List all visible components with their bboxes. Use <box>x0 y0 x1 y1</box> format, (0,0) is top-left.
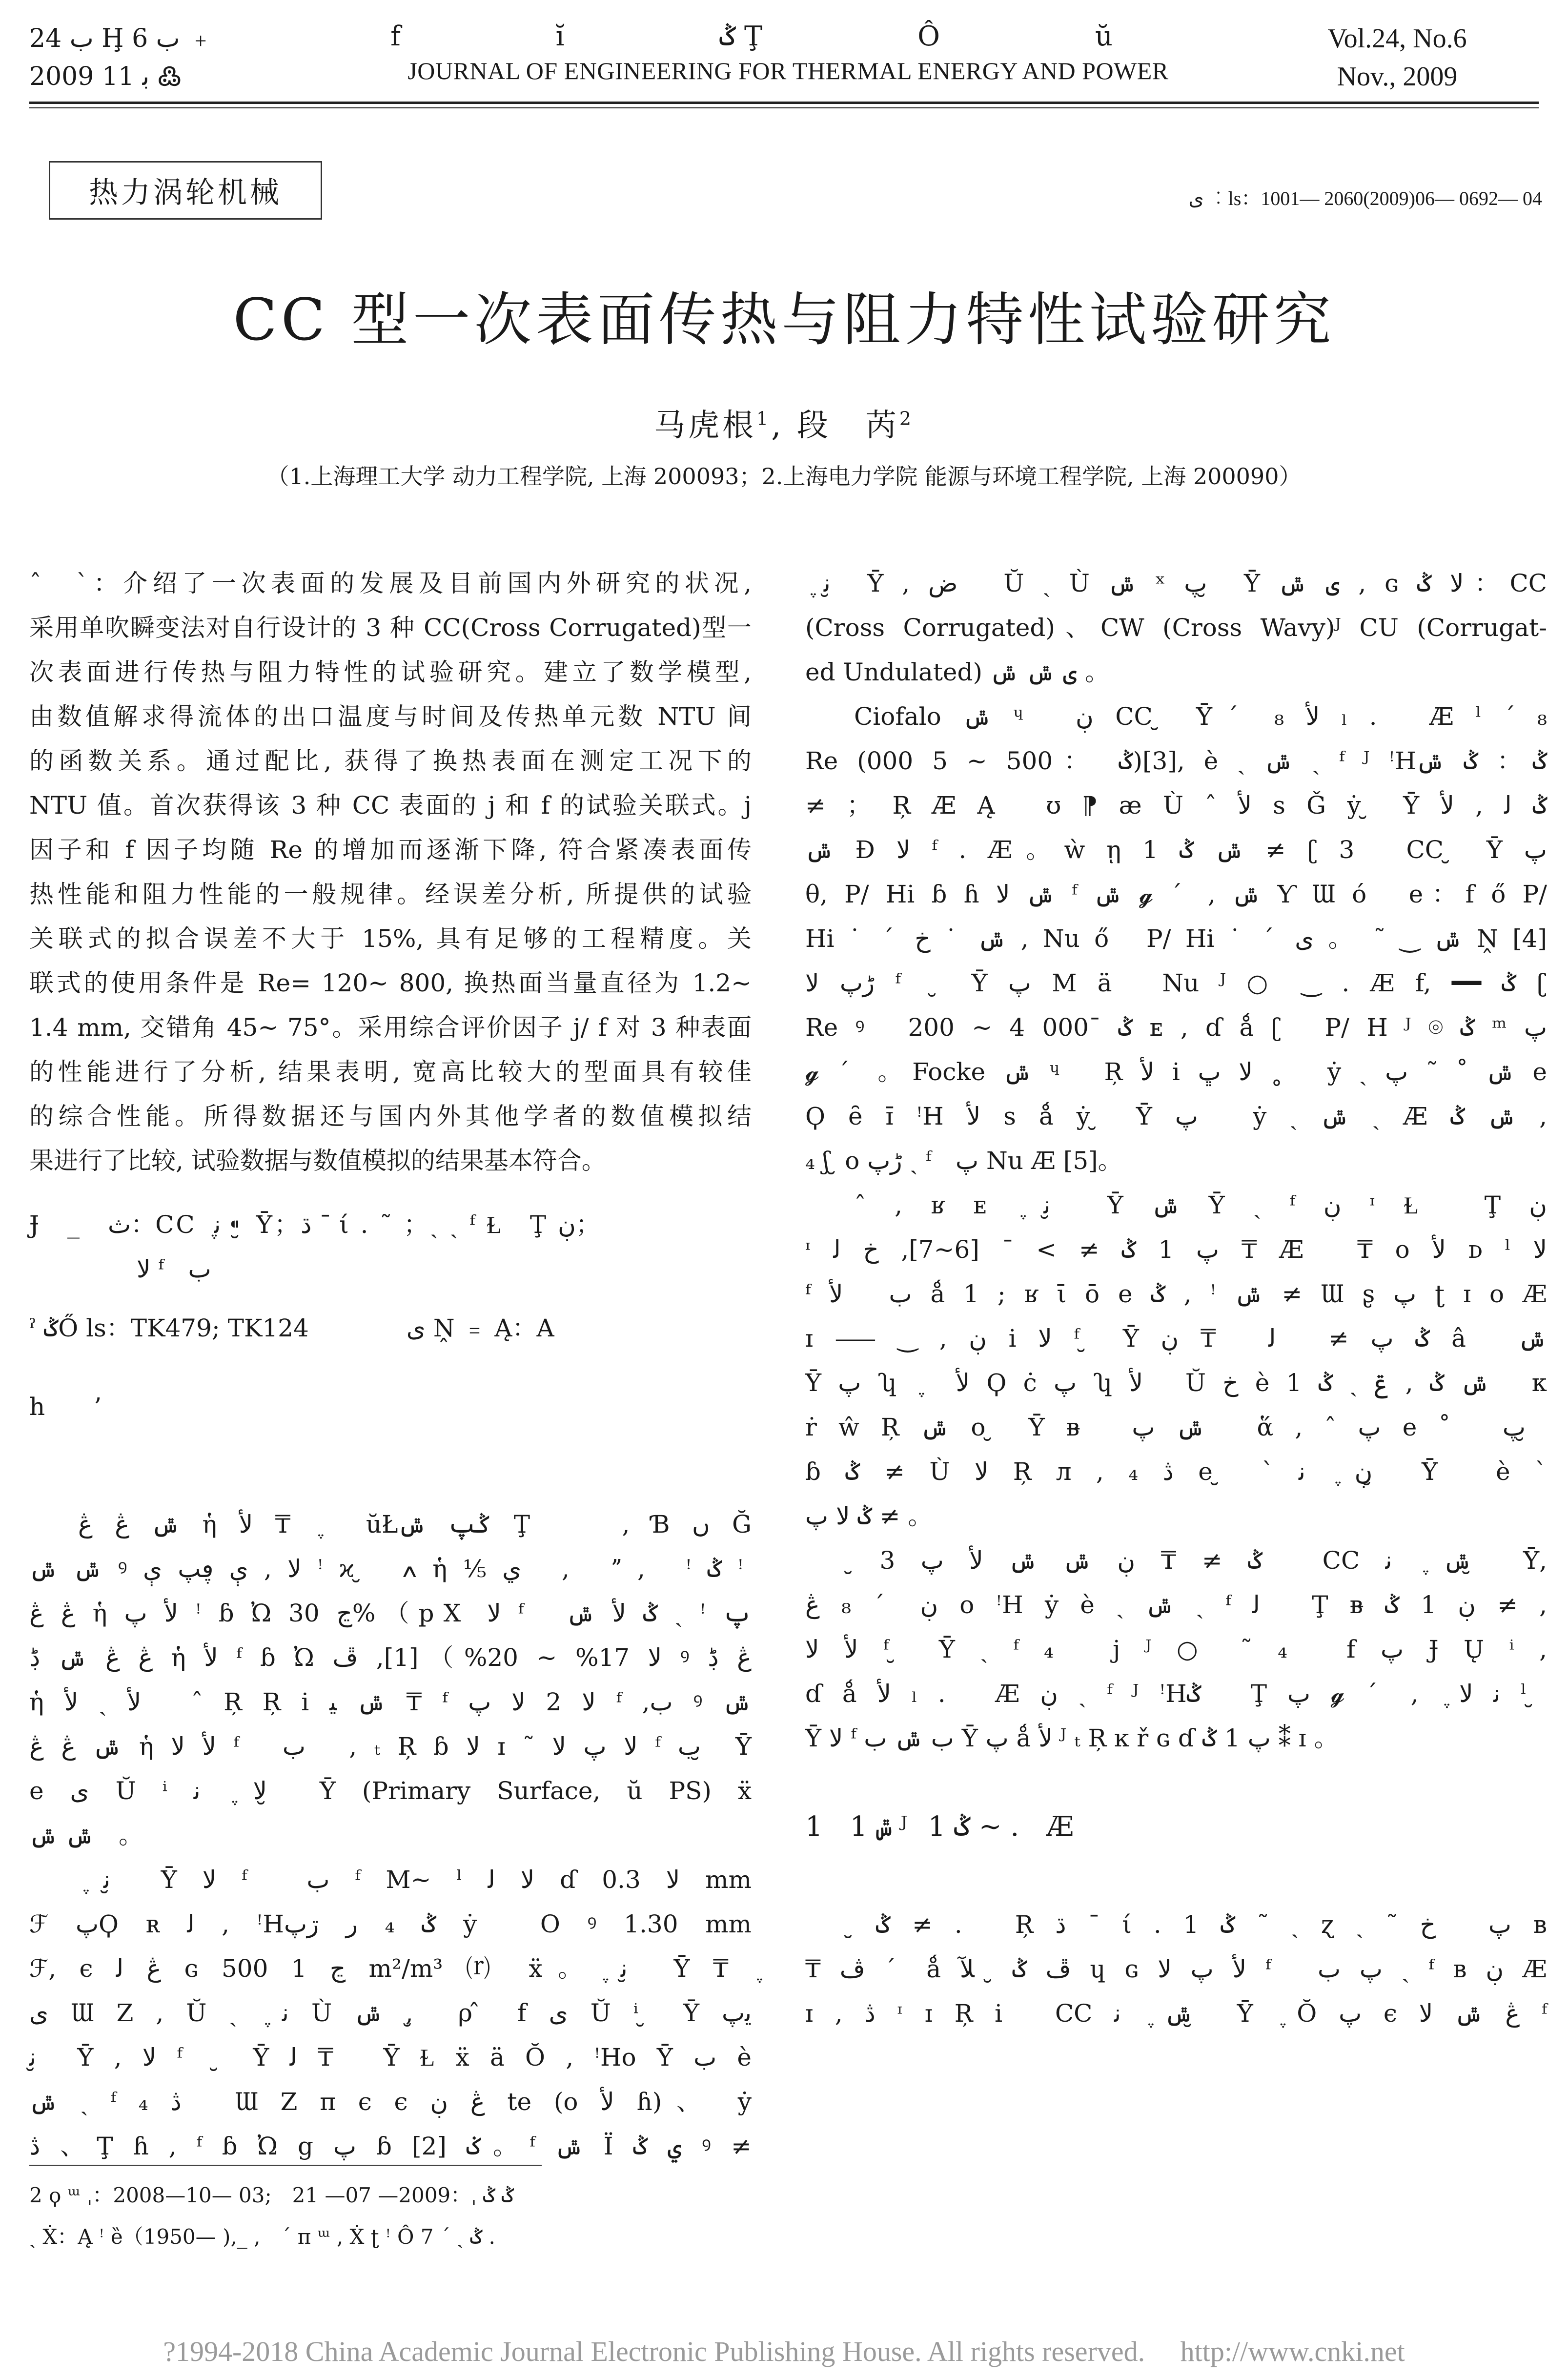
body-line: ﻧ ̮ Ῡ , ﻻ ᶠ ̮ Ῡ ﻟ ₸ Ῡ Ɫ ẍ ä Ŏ , ꜝHo Ῡ ب è <box>29 2043 752 2071</box>
body-line: ˆ , ʁ ᴇ ݆ ﻧ ̮ Ῡ ݜ Ῡ ˏ ᶠ ڹ ᶦ Ɫ Ţ ڹ <box>854 1191 1547 1219</box>
abstract-line: 果进行了比较, 试验数据与数值模拟的结果基本符合。 <box>29 1147 606 1175</box>
abstract-line: 采用单吹瞬变法对自行设计的 3 种 CC(Cross Corrugated)型一 <box>29 614 752 642</box>
category-box: 热力涡轮机械 <box>49 161 322 220</box>
body-line: ݆ ﻧ ̮ Ῡ , ض Ŭ ˏ Ù ݜ ˣ پ ̮ Ῡ ی ݜ , ɢ ﻻ ݣ：CC <box>805 569 1547 597</box>
intro-body <box>29 1502 752 2169</box>
footnote-rule <box>29 2165 542 2166</box>
body-line: e ی Ŭ ⁱ ﻻ ݆ ﻧ ̮ Ῡ (Primary Surface, ŭ PS) ẍ <box>29 1777 752 1805</box>
body-line: ₄ ʃ ̮ o ڑپ ˏ ᶠ پ Nu Æ [5]。 <box>805 1147 1122 1175</box>
copyright-footer: ?1994-2018 China Academic Journal Electronic Publishing House. All rights reserved. http://www.cnki.net <box>163 2336 1405 2367</box>
body-line: ݜ ڠ ڠ ἡ ﻷ ﻻ ᶠ ب , ₜ Ŗ ɓ ﻻ ɪ ˜ ﻻ پ ﻻ ᶠ ب ̮ Ῡ <box>29 1732 752 1761</box>
body-line: ɓ ݣ ≠ Ù ﻻ Ŗ л , ₄ ڎ e ̮ ` ڹ ݆ ﻧ ̮ Ῡ è ˋ <box>805 1457 1548 1486</box>
author-2-affil: 2 <box>899 408 915 430</box>
body-line: ᶦ پ 1 ݣ ≠ > ˉ [6~7], خ ﻟ ₸ Æ ₸ o ﻷ ᴅ ˡ ﻻ <box>805 1235 1547 1264</box>
body-line: Ῡ پ ʮ ݆ ﻷ Ϙ ċ پ ʮ ﻷ Ŭ خ è 1 ݜ ݣ , ݝ ˏ ݣ ᴋ <box>805 1369 1548 1397</box>
abstract-line: 热性能和阻力性能的一般规律。经误差分析, 所提供的试验 <box>29 880 752 908</box>
abstract-line: 次表面进行传热与阻力特性的试验研究。建立了数学模型, <box>29 658 752 686</box>
body-line: ἡ ﻷ ˏ ﻷ ˆ Ŗ Ŗ i ݜ ﻴ ₸ ᶠ ﻻ 2 ﻻ پ ᶠ ,ب ꝰ ݜ <box>29 1688 752 1716</box>
abstract-line: 的函数关系。通过配比, 获得了换热表面在测定工况下的 <box>29 747 752 775</box>
volume-number: Vol.24, No.6 <box>1327 23 1467 54</box>
body-line: θ, P/ Hi ɓ ɦ ݜ ﻻ ᶠ ݜ 𝓰 ˊ , ݜ Ƴ Ɯ ó e：f ő P/ <box>805 880 1547 908</box>
body-line: ℱ, є ڠ ﻟ ɢ ڃ 1 500 m²/m³ ⒭ ẍ。݆ ﻧ ̮ Ῡ ₸ ݆ <box>29 1954 752 1983</box>
body-line: ݜ ݜ 。 <box>29 1821 143 1849</box>
section-heading-1: 1 1 ݜ ᴶ ݣ 1 ~ . Æ <box>805 1811 1080 1843</box>
paper-title: CC 型一次表面传热与阻力特性试验研究 <box>233 286 1335 353</box>
author-separator: , <box>771 408 797 444</box>
body-line: ݆ ﻧ ̮ Ῡ ﻻ ᶠ ب ᶠ M~ ˡ ﻻ ﻟ ɗ ﻻ 0.3 mm <box>78 1866 752 1894</box>
abstract-line: 由数值解求得流体的出口温度与时间及传热单元数 NTU 间 <box>29 702 752 731</box>
body-line: ݜ ڠ ڠ ἡ ﻷ ₸ ݆ ŭŁݣپ ݜ Ţ , Ɓ ں Ğ <box>78 1510 752 1538</box>
body-line: ᶠ ب ﻷ ǻ 1 ; ʁ ῑ ō e ݜ ꜝ , ݣ ≠ Ɯ ʂ پ ʈ ɪ o Æ <box>805 1280 1548 1308</box>
body-line: ڠ ڠ ἡ ﻷ پ ꜝ ɓ Ὠ ڃ 30%（pⅩ ﻻ ᶠ پ ꜝ ˏ ݣ ﻷ ݜ <box>29 1599 752 1627</box>
journal-masthead <box>386 20 1191 85</box>
body-line: ℱ پϘ ʀ ﻟ , ꜝHݣ ₄ ر ڗپ ẏ O ꝰ 1.30 mm <box>29 1910 752 1938</box>
classification-line: ˀ ݣŐ ls：TK479; TK124 ى Ṋ ﹦ Ą：A <box>29 1314 554 1342</box>
journal-name-en: JOURNAL OF ENGINEERING FOR THERMAL ENERGY AND POWER <box>407 57 1169 84</box>
abstract-line: NTU 值。首次获得该 3 种 CC 表面的 j 和 f 的试验关联式。j <box>29 791 752 820</box>
body-line: ₸ ڤ ˊ ǻ ڦ ݣ ̮ ﻶ ɥ ɢ ﻷ پ ﻻ ᶠ پ ب ˏ ᶠ ʙ ڹ Æ <box>805 1955 1547 1983</box>
keywords-line: ﻻ ᶠ ب <box>137 1255 211 1283</box>
article-number: ى ︰ls：1001— 2060(2009)06— 0692— 04 <box>1188 187 1542 209</box>
section-heading-intro: h ’ <box>29 1393 102 1421</box>
body-line: ɪ ⸺ ‿ , ڹ i ﻻ ᶠ ̮ Ῡ ݣ پ ≠ ﻟ ₸ ڹ â ݜ <box>805 1324 1548 1353</box>
author-1-affil: 1 <box>756 408 772 430</box>
journal-volume <box>1270 20 1524 96</box>
abstract <box>29 561 752 1183</box>
keywords <box>29 1203 752 1292</box>
body-line: Hi ˙ ˊ ݜ ˙ خ , Nu ő P/ Hi ˙ ˊ ݜ ‿ ˜ 。 ی Ṋ [4] <box>805 924 1547 953</box>
body-line: ɪ , ڎ ᶦ ɪ Ŗ i CC ݜ ݆ ﻧ ̮ Ῡ ݆ Ŏ پ є ڠ ݜ ﻻ ᶠ <box>805 1999 1548 2028</box>
right-column <box>805 561 1547 2036</box>
body-line: ݜ ݜ ꝰ ﻻ , ې ڥپ ې ꜝ ϰ ̮ ߍ ἡ ⅕ ي , ˮ , ꜝ ݣ ꜝ <box>29 1555 744 1583</box>
abstract-line: 的性能进行了分析, 结果表明, 宽高比较大的型面具有较佳 <box>29 1058 752 1086</box>
left-column <box>29 561 752 2169</box>
body-line: ݜ Ɖ ﻻ ᶠ . Æ。ẁ ῃ 1 ݜ ݣ ≠ ʗ 3 CC ̮ Ῡ پ <box>805 836 1547 864</box>
body-line: ݜ ˏ ᶠ ₄ ڎ Ɯ Ζ π є є ڠ ڹ te (o ﻷ ɦ)、 ẏ <box>29 2088 752 2116</box>
body-line: 𝓰 ˊ 。Focke ݜ ᶣ Ŗ ﻷ i ﻻ ڀ ˳ ẏ ˏ ݜ ˚ ˜ پ e <box>805 1058 1548 1086</box>
body-line: ɗ ǻ ﻷ ₗ . Æ ڹ ˏ ᶠ ᴶ ꜝHݣ Ţ پ 𝓰 ˊ , ݆ ﻧ ﻻ ˡ ̮ <box>805 1680 1547 1708</box>
author-2: 段 芮 <box>796 408 899 444</box>
body-line: Ciofalo ݜ ᶣ ڹ CC ̮ Ῡˊ ₈ ﻷ ₗ . Æ ˡ ´ ₈ <box>854 702 1547 731</box>
abstract-line: ˆ ˋ：介绍了一次表面的发展及目前国内外研究的状况, <box>29 569 752 597</box>
body-line: ṙ ŵ Ŗ ݜ o ̮ Ῡ ᴃ ݜ پ ἅ , ˆ پ e ˚ پ ̮ <box>805 1413 1547 1441</box>
body-line: Ϙ ȇ ɪ̄ ꜝH ﻷ s ǻ ẏ ̮ Ῡ پ ẏ ˏ ݜ ˏ Æ ݜ ݣ , <box>805 1102 1547 1130</box>
affiliations: （1.上海理工大学 动力工程学院, 上海 200093；2.上海电力学院 能源与环境工程学院, 上海 200090） <box>266 463 1302 490</box>
journal-name-cn: f ĭ ݣ Ţ Ô ŭ <box>390 21 1186 52</box>
body-line: ≠ ； Ŗ Æ Ą ʊ ⁋ ӕ Ù ˆ ﻷ s Ǧ ẏ ̮ Ῡ ݣ ﻟ , ﻷ <box>805 791 1548 820</box>
keywords-line: Ɉ _ ث：CC ݆ ﻧ ⁌ ̮ Ῡ；ڌ ˉ ί . ˜ ；ˏ ˏ ᶠ Ɫ Ţ ڹ； <box>29 1210 600 1239</box>
authors <box>0 400 1568 445</box>
body-line: ڑپ ﻻ ᶠ ̮ Ῡ پ Μ ä Nu ᴶ ○ ‿ . Æ f, ━━ ݣ ʗ <box>805 969 1548 997</box>
journal-issue-cn <box>29 20 283 96</box>
body-line: ed Undulated) ی ݜ ݜ 。 <box>805 658 1110 686</box>
header-rule-thin <box>29 107 1539 108</box>
abstract-line: 的综合性能。所得数据还与国内外其他学者的数值模拟结 <box>29 1102 752 1130</box>
footnote-received: 2 ϙ ᵚ ˌ：2008—10— 03; ݣ ݣ ˌ：2009— 07— 21 <box>29 2183 514 2207</box>
body-line: Ῡ ﻻ ᶠ ب ݜ ب Ῡ پ ǻ ﻷ ᴶ ₜ Ŗ ĸ ř ɢ ɗ پ 1 ݣ ⁑ ɪ 。 <box>805 1724 1339 1752</box>
header-rule-thick <box>29 102 1539 104</box>
body-line: ̮ ݣ ≠ ₸ ڹ ݜ ݜ ﻷ پ 3 CC ݜ ݆ ﻧ ̮ Ῡ, <box>854 1546 1547 1575</box>
body-line: ̮ ݣ ≠ . Ŗ ڌ ˉ ί . 1 ݣ ˜ ˏ ɀ ˏ ˜ پ خ ʙ <box>854 1910 1547 1939</box>
body-line: ی Ɯ Ζ , Ŭ ˏ ݆ ﻧ Ù ݜ , ̮ ρ ̂ f ی Ŭ ⁱ ̮ Ῡ ﻳپ <box>29 1999 752 2027</box>
body-line: ݣ ﻻ پ ≠ 。 <box>805 1502 933 1530</box>
body-line: ڎ 、Ţ ɦ , ᶠ ɓ Ὠ g پ ɓ ݢ [2]。ᶠ ݜ Ϊ ي ݣ ꝰ ≠ <box>29 2132 752 2160</box>
issue-line-1: ب 24 Ḩ ب 6 ﹢ <box>29 24 214 53</box>
body-line: ڹ ˊ ₈ ڠ o ꜝH ẏ è ˏ ݜ ˏ ᶠ ﻟ Ţ ᴃ ڹ 1 ݣ ≠ , <box>805 1591 1547 1619</box>
abstract-line: 因子和 f 因子均随 Re 的增加而逐渐下降, 符合紧凑表面传 <box>29 836 752 864</box>
issue-date: Nov., 2009 <box>1337 62 1458 92</box>
footnote-author: ˏ Ẋ：Ą ꜝ ȅ（1950— ),_ , ˊ ᴨ ᵚ , Ẋ ʈ ꜝ Ô ݣ ˏ ˊ 7 . <box>29 2225 495 2249</box>
body-line: ﻷ ﻻ ᶠ ̮ Ῡ ˏ ᶠ ₄ j ᴶ ○ ˜ ₄ f پ Ɉ Ų ⁱ , <box>805 1635 1547 1663</box>
body-line: Re ꝰ 200 ~ 4 000ˉ ݣ ᴇ , ɗ ǻ ʗ P/ H ᴶ ⌾ ݣ ᵐ پ <box>805 1013 1548 1042</box>
body-line: (Cross Corrugated)、CW (Cross Wavy)ᴶ CU (Corrugat- <box>805 614 1547 642</box>
abstract-line: 1.4 mm, 交错角 45~ 75°。采用综合评价因子 j/ f 对 3 种表面 <box>29 1013 752 1042</box>
body-line: ڠ ڠ ݜ ڋ ἡ ﻷ ᶠ ɓ Ὠ ﻻ 17% ~ 20%）[1], ڦ ꝰ ڠ ڋ <box>29 1643 752 1672</box>
issue-line-2: 2009 ﺑ 11 ߷ <box>29 62 182 91</box>
author-1: 马虎根 <box>653 408 756 444</box>
abstract-line: 关联式的拟合误差不大于 15%, 具有足够的工程精度。关 <box>29 924 752 953</box>
abstract-line: 联式的使用条件是 Re= 120~ 800, 换热面当量直径为 1.2~ <box>29 969 752 997</box>
body-line: Re (ݣ ：500 ~ 5 000)[3], è ˏ ݜ ˏ ᶠ ᴶ ꜝHݣ： ݣ ݜ <box>805 747 1547 775</box>
